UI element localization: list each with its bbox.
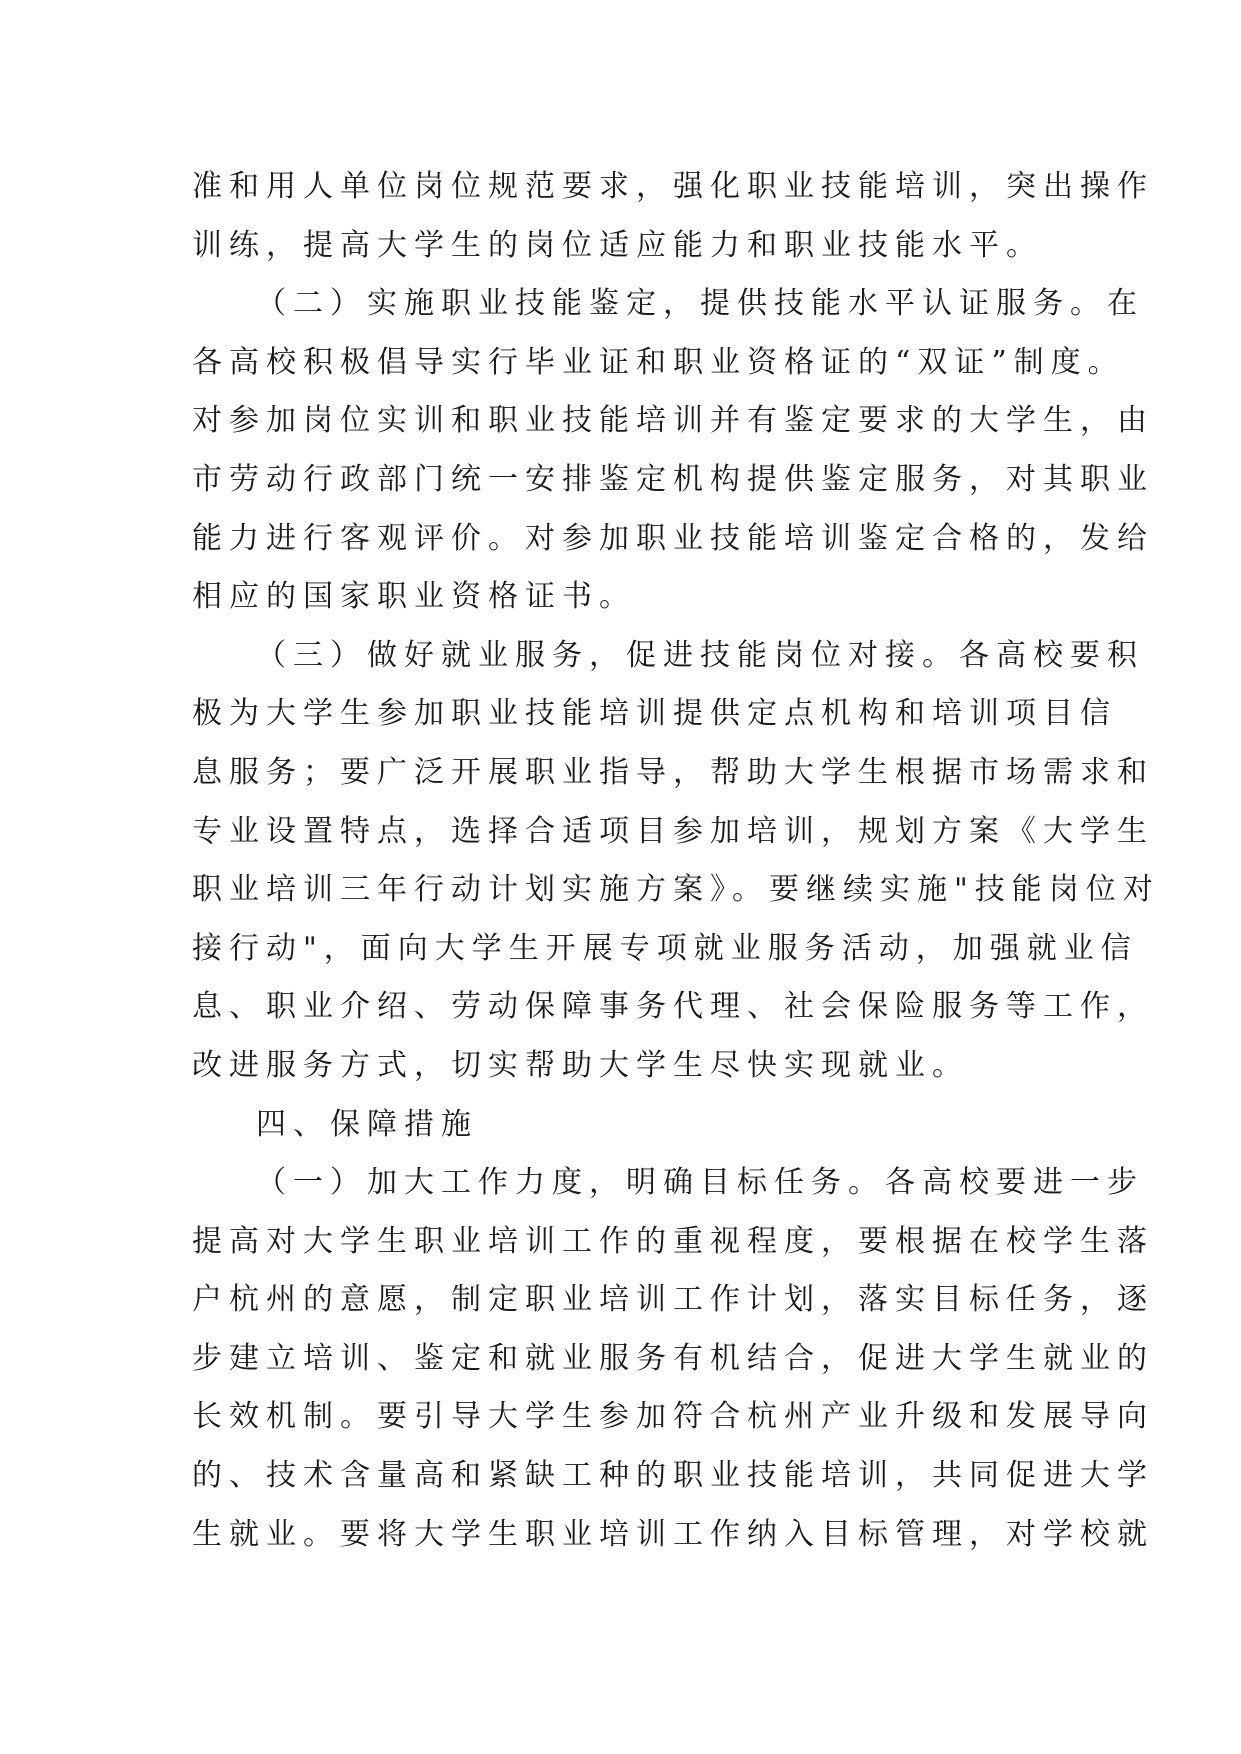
body-line: 息、职业介绍、劳动保障事务代理、社会保险服务等工作， [192, 989, 1154, 1025]
body-line: 各高校积极倡导实行毕业证和职业资格证的“双证”制度。 [192, 344, 1125, 380]
body-line: 专业设置特点，选择合适项目参加培训，规划方案《大学生 [192, 813, 1154, 849]
body-line: 能力进行客观评价。对参加职业技能培训鉴定合格的，发给 [192, 520, 1154, 556]
body-line: 改进服务方式，切实帮助大学生尽快实现就业。 [192, 1047, 969, 1083]
chapter-heading: 四、保障措施 [256, 1106, 478, 1142]
body-line: 职业培训三年行动计划实施方案》。要继续实施"技能岗位对 [192, 872, 1160, 908]
body-line: 步建立培训、鉴定和就业服务有机结合，促进大学生就业的 [192, 1340, 1154, 1376]
body-line: 训练，提高大学生的岗位适应能力和职业技能水平。 [192, 227, 1043, 263]
body-line: 极为大学生参加职业技能培训提供定点机构和培训项目信 [192, 696, 1117, 732]
section-heading-line: （三）做好就业服务，促进技能岗位对接。各高校要积 [256, 637, 1144, 673]
body-line: 接行动"，面向大学生开展专项就业服务活动，加强就业信 [192, 930, 1138, 966]
body-line: 相应的国家职业资格证书。 [192, 579, 636, 615]
body-line: 市劳动行政部门统一安排鉴定机构提供鉴定服务，对其职业 [192, 461, 1154, 497]
body-line: 提高对大学生职业培训工作的重视程度，要根据在校学生落 [192, 1223, 1154, 1259]
body-line: 生就业。要将大学生职业培训工作纳入目标管理，对学校就 [192, 1516, 1154, 1552]
body-line: 的、技术含量高和紧缺工种的职业技能培训，共同促进大学 [192, 1458, 1154, 1494]
body-line: 对参加岗位实训和职业技能培训并有鉴定要求的大学生，由 [192, 403, 1154, 439]
body-line: 准和用人单位岗位规范要求，强化职业技能培训，突出操作 [192, 169, 1154, 204]
body-line: 户杭州的意愿，制定职业培训工作计划，落实目标任务，逐 [192, 1282, 1154, 1318]
body-line: 息服务；要广泛开展职业指导，帮助大学生根据市场需求和 [192, 754, 1154, 790]
section-heading-line: （一）加大工作力度，明确目标任务。各高校要进一步 [256, 1165, 1144, 1201]
section-heading-line: （二）实施职业技能鉴定，提供技能水平认证服务。在 [256, 286, 1144, 322]
document-body [192, 158, 1160, 1564]
body-line: 长效机制。要引导大学生参加符合杭州产业升级和发展导向 [192, 1399, 1154, 1435]
